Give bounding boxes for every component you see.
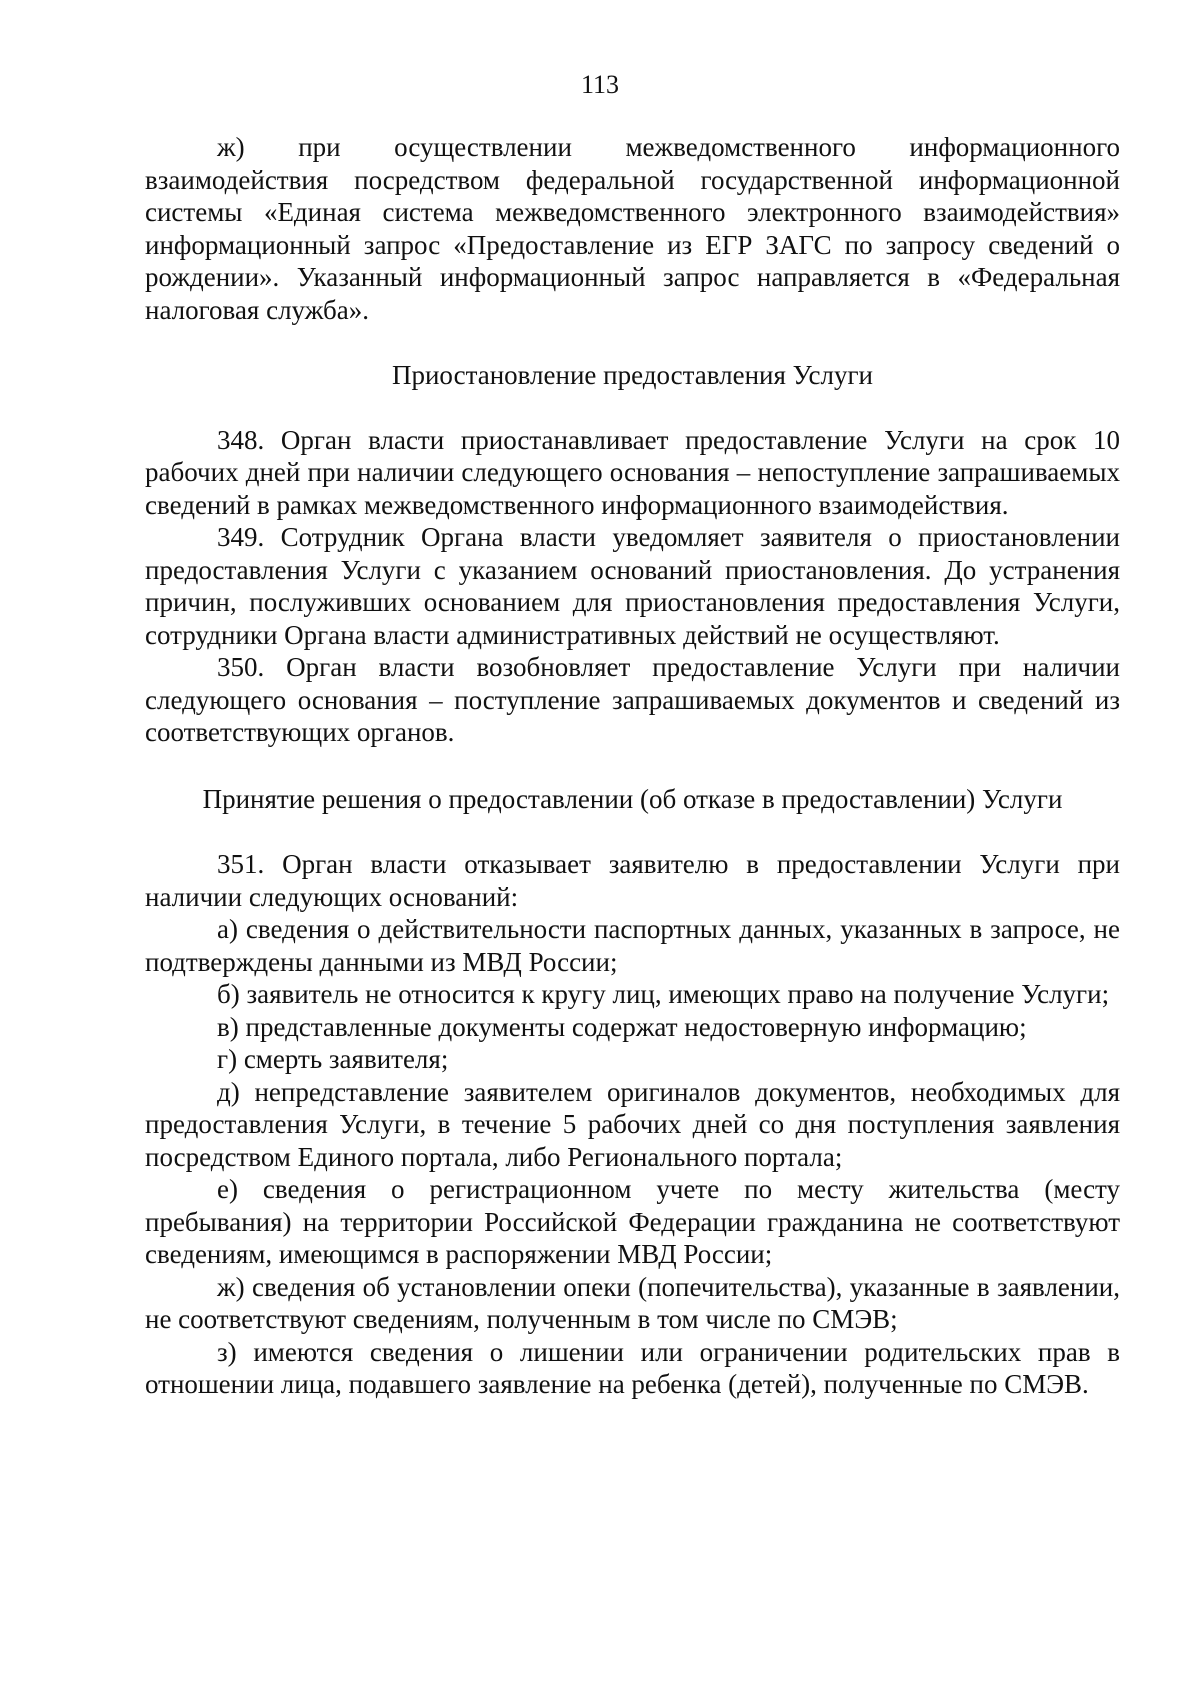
section-heading-decision: Принятие решения о предоставлении (об отказе в предоставлении) Услуги bbox=[202, 783, 1063, 814]
paragraph-348: 348. Орган власти приостанавливает предоставление Услуги на срок 10 рабочих дней при наличии следующего основания – непоступление запрашиваемых сведений в рамках межведомственного информационного взаимодействия. bbox=[145, 424, 1120, 520]
list-item-a: а) сведения о действительности паспортных данных, указанных в запросе, не подтверждены данными из МВД России; bbox=[145, 914, 1120, 977]
list-item-b: б) заявитель не относится к кругу лиц, имеющих право на получение Услуги; bbox=[217, 979, 1110, 1009]
list-item-zh: ж) сведения об установлении опеки (попечительства), указанные в заявлении, не соответствуют сведениям, полученным в том числе по СМЭВ; bbox=[145, 1271, 1120, 1334]
list-item-d: д) непредставление заявителем оригиналов документов, необходимых для предоставления Услуги, в течение 5 рабочих дней со дня поступления заявления посредством Единого портала, либо Регионального портала; bbox=[145, 1076, 1120, 1172]
paragraph-350: 350. Орган власти возобновляет предоставление Услуги при наличии следующего основания – поступление запрашиваемых документов и сведений из соответствующих органов. bbox=[145, 652, 1120, 747]
list-item-v: в) представленные документы содержат недостоверную информацию; bbox=[217, 1011, 1027, 1042]
paragraph-351: 351. Орган власти отказывает заявителю в предоставлении Услуги при наличии следующих оснований: bbox=[145, 849, 1120, 912]
list-item-z: з) имеются сведения о лишении или ограничении родительских прав в отношении лица, подавшего заявление на ребенка (детей), полученные по СМЭВ. bbox=[145, 1336, 1120, 1399]
list-item-g: г) смерть заявителя; bbox=[217, 1044, 449, 1074]
page-number: 113 bbox=[580, 70, 620, 99]
list-item-e: е) сведения о регистрационном учете по месту жительства (месту пребывания) на территории Российской Федерации гражданина не соответствуют сведениям, имеющимся в распоряжении МВД России; bbox=[145, 1174, 1120, 1269]
paragraph-349: 349. Сотрудник Органа власти уведомляет заявителя о приостановлении предоставления Услуги с указанием оснований приостановления. До устранения причин, послуживших основанием для приостановления предоставления Услуги, сотрудники Органа власти административных действий не осуществляют. bbox=[145, 522, 1120, 650]
document-body bbox=[145, 131, 1120, 1401]
section-heading-suspension: Приостановление предоставления Услуги bbox=[391, 360, 873, 390]
paragraph-zh-intermediate-request: ж) при осуществлении межведомственного информационного взаимодействия посредством федеральной государственной информационной системы «Единая система межведомственного электронного взаимодействия» информационный запрос «Предоставление из ЕГР ЗАГС по запросу сведений о рождении». Указанный информационный запрос направляется в «Федеральная налоговая служба». bbox=[145, 132, 1120, 325]
